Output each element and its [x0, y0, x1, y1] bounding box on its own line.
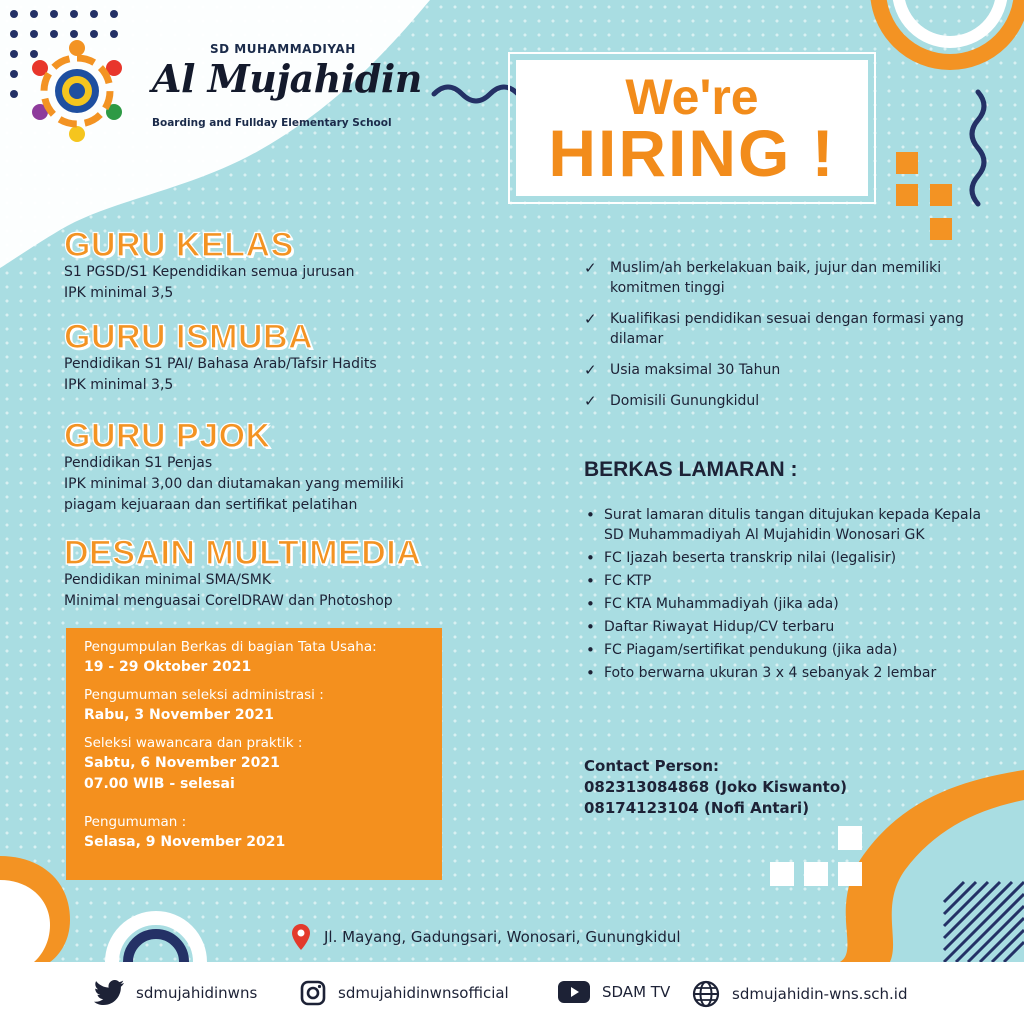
berkas-text: FC Piagam/sertifikat pendukung (jika ada): [604, 642, 898, 658]
job-guru-ismuba: [64, 320, 484, 396]
location-pin-icon: [292, 924, 310, 950]
hiring-line2: HIRING !: [548, 116, 836, 190]
berkas-text: Foto berwarna ukuran 3 x 4 sebanyak 2 lembar: [604, 665, 937, 681]
hiring-line1: We're: [625, 69, 759, 125]
requirements-list: [584, 258, 984, 422]
check-icon: ✓: [584, 310, 597, 328]
hiring-banner: [516, 60, 868, 196]
list-item: [586, 617, 986, 637]
job-detail: IPK minimal 3,00 dan diutamakan yang memiliki: [64, 476, 404, 492]
job-title: GURU ISMUBA: [64, 318, 314, 356]
job-desain-multimedia: [64, 536, 484, 612]
check-icon: ✓: [584, 392, 597, 410]
check-icon: ✓: [584, 361, 597, 379]
job-detail: Minimal menguasai CorelDRAW dan Photoshop: [64, 593, 393, 609]
job-title: GURU KELAS: [64, 226, 294, 264]
twitter-handle: sdmujahidinwns: [136, 984, 258, 1002]
list-item: [586, 640, 986, 660]
contact-title: Contact Person:: [584, 757, 720, 775]
job-detail: IPK minimal 3,5: [64, 285, 174, 301]
schedule-value: Rabu, 3 November 2021: [84, 707, 274, 723]
job-guru-pjok: [64, 419, 484, 516]
list-item: [584, 258, 984, 298]
youtube-icon: [558, 980, 590, 1004]
list-item: [586, 571, 986, 591]
youtube-link[interactable]: [558, 980, 670, 1004]
job-detail: IPK minimal 3,5: [64, 377, 174, 393]
job-detail: Pendidikan S1 PAI/ Bahasa Arab/Tafsir Hadits: [64, 356, 377, 372]
globe-icon: [692, 980, 720, 1008]
address-text: Jl. Mayang, Gadungsari, Wonosari, Gunungkidul: [324, 928, 681, 946]
list-item: [584, 391, 984, 411]
check-icon: ✓: [584, 259, 597, 277]
requirement-text: Muslim/ah berkelakuan baik, jujur dan memiliki komitmen tinggi: [610, 260, 942, 296]
bullet-icon: •: [586, 572, 595, 590]
schedule-label: Pengumuman :: [84, 814, 187, 830]
bullet-icon: •: [586, 549, 595, 567]
website-link[interactable]: [692, 980, 907, 1008]
bullet-icon: •: [586, 595, 595, 613]
contact-phone[interactable]: 08174123104 (Nofi Antari): [584, 799, 810, 817]
job-detail: piagam kejuaraan dan sertifikat pelatihan: [64, 497, 358, 513]
address: [292, 924, 681, 950]
list-item: [586, 548, 986, 568]
list-item: [586, 594, 986, 614]
list-item: [586, 505, 986, 545]
job-title: DESAIN MULTIMEDIA: [64, 534, 422, 572]
schedule-label: Seleksi wawancara dan praktik :: [84, 735, 303, 751]
schedule-value: 07.00 WIB - selesai: [84, 776, 235, 792]
school-name: Al Mujahidin: [152, 56, 422, 101]
schedule-label: Pengumuman seleksi administrasi :: [84, 687, 324, 703]
school-small-title: SD MUHAMMADIYAH: [210, 42, 356, 56]
berkas-title: BERKAS LAMARAN :: [584, 458, 798, 481]
requirement-text: Usia maksimal 30 Tahun: [610, 362, 781, 378]
schedule-value: 19 - 29 Oktober 2021: [84, 659, 252, 675]
schedule-value: Selasa, 9 November 2021: [84, 834, 286, 850]
contact-block: [584, 756, 847, 819]
youtube-channel: SDAM TV: [602, 983, 671, 1001]
bullet-icon: •: [586, 641, 595, 659]
bullet-icon: •: [586, 664, 595, 682]
job-title: GURU PJOK: [64, 417, 271, 455]
instagram-icon: [300, 980, 326, 1006]
requirement-text: Domisili Gunungkidul: [610, 393, 760, 409]
school-logo: [22, 36, 132, 146]
berkas-text: Surat lamaran ditulis tangan ditujukan kepada Kepala SD Muhammadiyah Al Mujahidin Wonosari GK: [604, 507, 982, 543]
social-footer: [0, 962, 1024, 1024]
bullet-icon: •: [586, 618, 595, 636]
bullet-icon: •: [586, 506, 595, 524]
job-guru-kelas: [64, 228, 484, 304]
schedule-box: [66, 628, 442, 880]
twitter-link[interactable]: [94, 980, 257, 1006]
contact-phone[interactable]: 082313084868 (Joko Kiswanto): [584, 778, 847, 796]
berkas-list: [586, 505, 986, 686]
list-item: [584, 360, 984, 380]
job-detail: Pendidikan minimal SMA/SMK: [64, 572, 271, 588]
berkas-text: Daftar Riwayat Hidup/CV terbaru: [604, 619, 835, 635]
schedule-label: Pengumpulan Berkas di bagian Tata Usaha:: [84, 639, 377, 655]
berkas-text: FC Ijazah beserta transkrip nilai (legalisir): [604, 550, 897, 566]
berkas-text: FC KTA Muhammadiyah (jika ada): [604, 596, 839, 612]
job-detail: S1 PGSD/S1 Kependidikan semua jurusan: [64, 264, 355, 280]
instagram-handle: sdmujahidinwnsofficial: [338, 984, 509, 1002]
website-url: sdmujahidin-wns.sch.id: [732, 985, 908, 1003]
twitter-icon: [94, 980, 124, 1006]
requirement-text: Kualifikasi pendidikan sesuai dengan formasi yang dilamar: [610, 311, 964, 347]
job-detail: Pendidikan S1 Penjas: [64, 455, 213, 471]
school-subtitle: Boarding and Fullday Elementary School: [152, 117, 392, 129]
instagram-link[interactable]: [300, 980, 509, 1006]
list-item: [586, 663, 986, 683]
schedule-value: Sabtu, 6 November 2021: [84, 755, 280, 771]
list-item: [584, 309, 984, 349]
berkas-text: FC KTP: [604, 573, 652, 589]
